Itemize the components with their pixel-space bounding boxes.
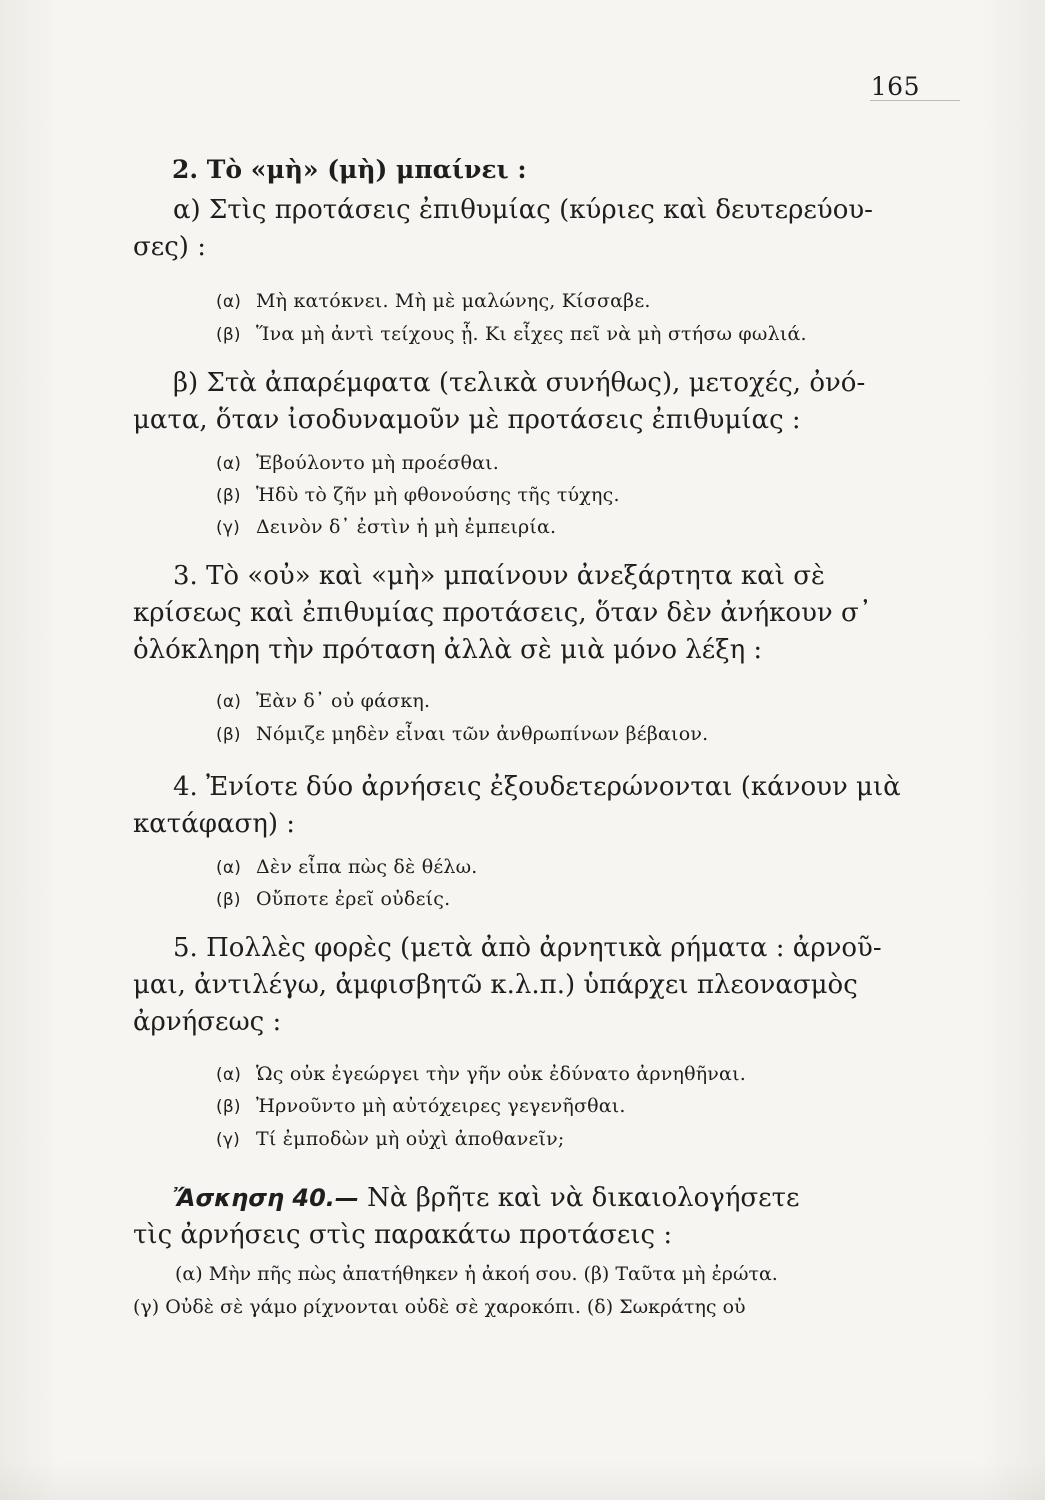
section-5-line-1: 5. Πολλὲς φορὲς (μετὰ ἀπὸ ἀρνητικὰ ρήματα : ἀρνοῦ- [173,933,882,963]
example-2b-c [216,516,556,538]
example-text: Δεινὸν δ᾿ ἐστὶν ἡ μὴ ἐμπειρία. [256,516,557,538]
example-text: Οὔποτε ἐρεῖ οὐδείς. [256,888,451,910]
example-2a-b [216,323,807,345]
exercise-title: Ἄσκηση 40.— [173,1184,359,1212]
section-2b-line-1: β) Στὰ ἀπαρέμφατα (τελικὰ συνήθως), μετοχές, ὀνό- [173,368,866,398]
section-2a-paragraph [133,192,933,266]
scan-shadow [0,1460,1045,1500]
example-text: Ἐβούλοντο μὴ προέσθαι. [256,452,500,474]
section-4-paragraph [133,769,933,843]
example-4-a [216,856,478,878]
example-label: (β) [216,890,241,910]
example-text: Ἐὰν δ᾿ οὐ φάσκη. [256,690,431,712]
example-4-b [216,888,450,910]
section-2a-line-1: α) Στὶς προτάσεις ἐπιθυμίας (κύριες καὶ δευτερεύου- [173,195,873,225]
example-text: Δὲν εἶπα πὼς δὲ θέλω. [256,856,478,878]
section-3-line-2: κρίσεως καὶ ἐπιθυμίας προτάσεις, ὅταν δὲν ἀνήκουν σ᾿ [133,598,872,628]
section-5-line-3: ἀρνήσεως : [133,1007,282,1037]
section-5-line-2: μαι, ἀντιλέγω, ἀμφισβητῶ κ.λ.π.) ὑπάρχει πλεονασμὸς [133,970,858,1000]
section-2b-paragraph [133,365,933,439]
example-label: (α) [216,858,242,878]
exercise-instruction: Νὰ βρῆτε καὶ νὰ δικαιολογήσετε [358,1183,800,1213]
section-3-line-1: 3. Τὸ «οὐ» καὶ «μὴ» μπαίνουν ἀνεξάρτητα καὶ σὲ [173,561,825,591]
example-2a-a [216,290,651,312]
example-text: Νόμιζε μηδὲν εἶναι τῶν ἀνθρωπίνων βέβαιον. [256,723,709,745]
example-label: (α) [216,1065,242,1085]
example-text: Τί ἐμποδὼν μὴ οὐχὶ ἀποθανεῖν; [256,1128,565,1150]
section-4-line-1: 4. Ἐνίοτε δύο ἀρνήσεις ἐξουδετερώνονται (κάνουν μιὰ [173,772,901,802]
example-label: (γ) [216,1130,240,1150]
page-number: 165 [870,72,920,101]
example-5-c [216,1128,565,1150]
example-label: (α) [216,692,242,712]
example-label: (α) [216,454,242,474]
exercise-40-sentences-2: (γ) Οὐδὲ σὲ γάμο ρίχνονται οὐδὲ σὲ χαροκόπι. (δ) Σωκράτης οὐ [133,1296,746,1318]
exercise-40-paragraph [133,1180,933,1254]
example-2b-a [216,452,499,474]
section-2a-line-2: σες) : [133,232,206,262]
section-2-heading: 2. Τὸ «μὴ» (μὴ) μπαίνει : [172,155,527,184]
section-3-line-3: ὁλόκληρη τὴν πρόταση ἀλλὰ σὲ μιὰ μόνο λέξη : [133,635,763,665]
example-text: Ἡδὺ τὸ ζῆν μὴ φθονούσης τῆς τύχης. [256,484,620,506]
example-text: Ἠρνοῦντο μὴ αὐτόχειρες γεγενῆσθαι. [256,1095,626,1117]
example-text: Μὴ κατόκνει. Μὴ μὲ μαλώνης, Κίσσαβε. [256,290,651,312]
example-5-b [216,1095,626,1117]
example-label: (β) [216,1097,241,1117]
exercise-40-line-1 [133,1180,933,1217]
example-3-a [216,690,430,712]
example-2b-b [216,484,620,506]
example-label: (β) [216,486,241,506]
example-3-b [216,723,708,745]
example-text: Ἵνα μὴ ἀντὶ τείχους ᾗ. Κι εἶχες πεῖ νὰ μὴ στήσω φωλιά. [256,323,807,345]
example-label: (γ) [216,518,240,538]
example-5-a [216,1063,746,1085]
example-label: (β) [216,725,241,745]
exercise-40-sentences-1: (α) Μὴν πῆς πὼς ἀπατήθηκεν ἡ ἀκοή σου. (β) Ταῦτα μὴ ἐρώτα. [175,1263,778,1285]
exercise-40-line-2: τὶς ἀρνήσεις στὶς παρακάτω προτάσεις : [133,1220,673,1250]
section-2b-line-2: ματα, ὅταν ἰσοδυναμοῦν μὲ προτάσεις ἐπιθυμίας : [133,405,801,435]
section-4-line-2: κατάφαση) : [133,809,296,839]
section-3-paragraph [133,558,933,669]
example-text: Ὡς οὐκ ἐγεώργει τὴν γῆν οὐκ ἐδύνατο ἀρνηθῆναι. [256,1063,746,1085]
example-label: (β) [216,325,241,345]
section-5-paragraph [133,930,933,1041]
example-label: (α) [216,292,242,312]
